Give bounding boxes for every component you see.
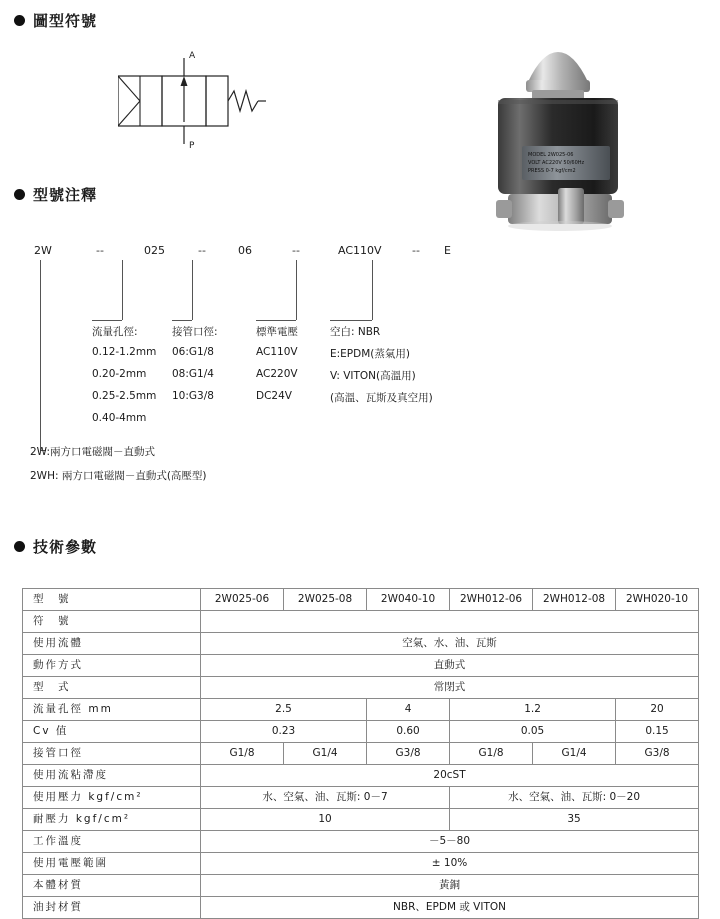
table-cell: 2W040-10 — [367, 589, 450, 611]
svg-text:MODEL 2W025-06: MODEL 2W025-06 — [528, 152, 574, 158]
row-label: 流量孔徑 mm — [23, 699, 201, 721]
symbol-diagram — [118, 48, 278, 154]
table-cell: 直動式 — [201, 655, 699, 677]
table-row — [23, 699, 699, 721]
bullet-icon — [14, 541, 25, 552]
table-cell: NBR、EPDM 或 VITON — [201, 897, 699, 919]
table-cell: 2WH020-10 — [616, 589, 699, 611]
row-label: 使用流體 — [23, 633, 201, 655]
table-cell: 0.05 — [450, 721, 616, 743]
code-separator-1: -- — [96, 244, 104, 257]
leader-line-voltage — [296, 260, 297, 320]
leader-line-voltage-foot — [256, 320, 296, 321]
table-row — [23, 853, 699, 875]
col-item-port-2: 10:G3/8 — [172, 390, 214, 402]
table-cell: ± 10% — [201, 853, 699, 875]
row-label: 型 式 — [23, 677, 201, 699]
leader-line-seal-foot — [330, 320, 372, 321]
port-label-p: P — [189, 141, 195, 151]
table-cell: 4 — [367, 699, 450, 721]
table-cell: 0.23 — [201, 721, 367, 743]
row-label: 符 號 — [23, 611, 201, 633]
table-cell: 20cST — [201, 765, 699, 787]
table-cell: 2WH012-06 — [450, 589, 533, 611]
table-row — [23, 589, 699, 611]
table-row — [23, 809, 699, 831]
svg-text:VOLT AC220V 50/60Hz: VOLT AC220V 50/60Hz — [528, 160, 585, 166]
code-token-port: 06 — [238, 244, 252, 257]
table-cell: G1/4 — [284, 743, 367, 765]
col-head-seal: 空白: NBR — [330, 326, 381, 338]
col-item-seal-0: E:EPDM(蒸氣用) — [330, 348, 410, 360]
row-label: 工作溫度 — [23, 831, 201, 853]
model-code-breakdown — [0, 230, 720, 500]
row-label: 使用電壓範圍 — [23, 853, 201, 875]
row-label: 接管口徑 — [23, 743, 201, 765]
leader-line-port — [192, 260, 193, 320]
table-row — [23, 743, 699, 765]
row-label: 動作方式 — [23, 655, 201, 677]
table-row — [23, 831, 699, 853]
section-title-model: 型號注釋 — [33, 186, 98, 204]
table-cell: 水、空氣、油、瓦斯: 0－7 — [201, 787, 450, 809]
code-token-voltage: AC110V — [338, 244, 382, 257]
table-row — [23, 875, 699, 897]
table-cell: 水、空氣、油、瓦斯: 0－20 — [450, 787, 699, 809]
leader-line-orifice-foot — [92, 320, 122, 321]
row-label: 使用壓力 kgf/cm² — [23, 787, 201, 809]
table-cell: 35 — [450, 809, 699, 831]
col-item-orifice-3: 0.40-4mm — [92, 412, 147, 424]
port-label-a: A — [189, 51, 196, 61]
table-cell: 0.60 — [367, 721, 450, 743]
table-row — [23, 721, 699, 743]
model-note-1: 2WH: 兩方口電磁閥－直動式(高壓型) — [30, 470, 207, 482]
col-item-voltage-2: DC24V — [256, 390, 292, 402]
code-token-orifice: 025 — [144, 244, 165, 257]
section-heading-symbol — [14, 10, 97, 31]
table-cell: 1.2 — [450, 699, 616, 721]
row-label: 使用流粘滯度 — [23, 765, 201, 787]
table-cell: 黃銅 — [201, 875, 699, 897]
table-row — [23, 897, 699, 919]
leader-line-orifice — [122, 260, 123, 320]
col-item-orifice-2: 0.25-2.5mm — [92, 390, 157, 402]
table-cell: 2W025-06 — [201, 589, 284, 611]
table-cell: G1/8 — [201, 743, 284, 765]
table-cell: G1/8 — [450, 743, 533, 765]
col-head-voltage: 標準電壓 — [256, 326, 298, 338]
code-separator-4: -- — [412, 244, 420, 257]
leader-line-port-foot — [172, 320, 192, 321]
table-cell: G3/8 — [616, 743, 699, 765]
bullet-icon — [14, 15, 25, 26]
table-row — [23, 655, 699, 677]
row-label: 耐壓力 kgf/cm² — [23, 809, 201, 831]
table-cell: G3/8 — [367, 743, 450, 765]
table-cell: G1/4 — [533, 743, 616, 765]
col-item-seal-1: V: VITON(高溫用) — [330, 370, 416, 382]
col-head-port: 接管口徑: — [172, 326, 218, 338]
row-label: 型 號 — [23, 589, 201, 611]
code-separator-3: -- — [292, 244, 300, 257]
code-separator-2: -- — [198, 244, 206, 257]
col-item-voltage-0: AC110V — [256, 346, 298, 358]
table-row — [23, 765, 699, 787]
col-item-voltage-1: AC220V — [256, 368, 298, 380]
table-cell: 20 — [616, 699, 699, 721]
row-label: 本體材質 — [23, 875, 201, 897]
col-item-seal-2: (高溫、瓦斯及真空用) — [330, 392, 433, 404]
table-row — [23, 787, 699, 809]
spec-table-wrapper — [22, 588, 698, 919]
table-cell: 2.5 — [201, 699, 367, 721]
table-cell: 10 — [201, 809, 450, 831]
bullet-icon — [14, 189, 25, 200]
model-note-0: 2W:兩方口電磁閥－直動式 — [30, 446, 155, 458]
product-photo — [470, 38, 670, 248]
col-item-port-1: 08:G1/4 — [172, 368, 214, 380]
table-cell: －5－80 — [201, 831, 699, 853]
code-token-series: 2W — [34, 244, 52, 257]
col-item-orifice-1: 0.20-2mm — [92, 368, 147, 380]
table-cell: 0.15 — [616, 721, 699, 743]
svg-text:PRESS 0-7 kgf/cm2: PRESS 0-7 kgf/cm2 — [528, 168, 576, 174]
section-title-symbol: 圖型符號 — [33, 12, 98, 30]
col-head-orifice: 流量孔徑: — [92, 326, 138, 338]
section-heading-model — [14, 184, 97, 205]
table-row — [23, 633, 699, 655]
table-row — [23, 677, 699, 699]
table-cell — [201, 611, 699, 633]
section-title-spec: 技術參數 — [33, 538, 98, 556]
leader-line-seal — [372, 260, 373, 320]
row-label: 油封材質 — [23, 897, 201, 919]
row-label: Cv 值 — [23, 721, 201, 743]
table-cell: 空氣、水、油、瓦斯 — [201, 633, 699, 655]
table-cell: 常閉式 — [201, 677, 699, 699]
code-token-seal: E — [444, 244, 451, 257]
table-cell: 2WH012-08 — [533, 589, 616, 611]
table-row — [23, 611, 699, 633]
leader-line-series — [40, 260, 41, 450]
spec-table — [22, 588, 699, 919]
section-heading-spec — [14, 536, 97, 557]
col-item-orifice-0: 0.12-1.2mm — [92, 346, 157, 358]
table-cell: 2W025-08 — [284, 589, 367, 611]
col-item-port-0: 06:G1/8 — [172, 346, 214, 358]
